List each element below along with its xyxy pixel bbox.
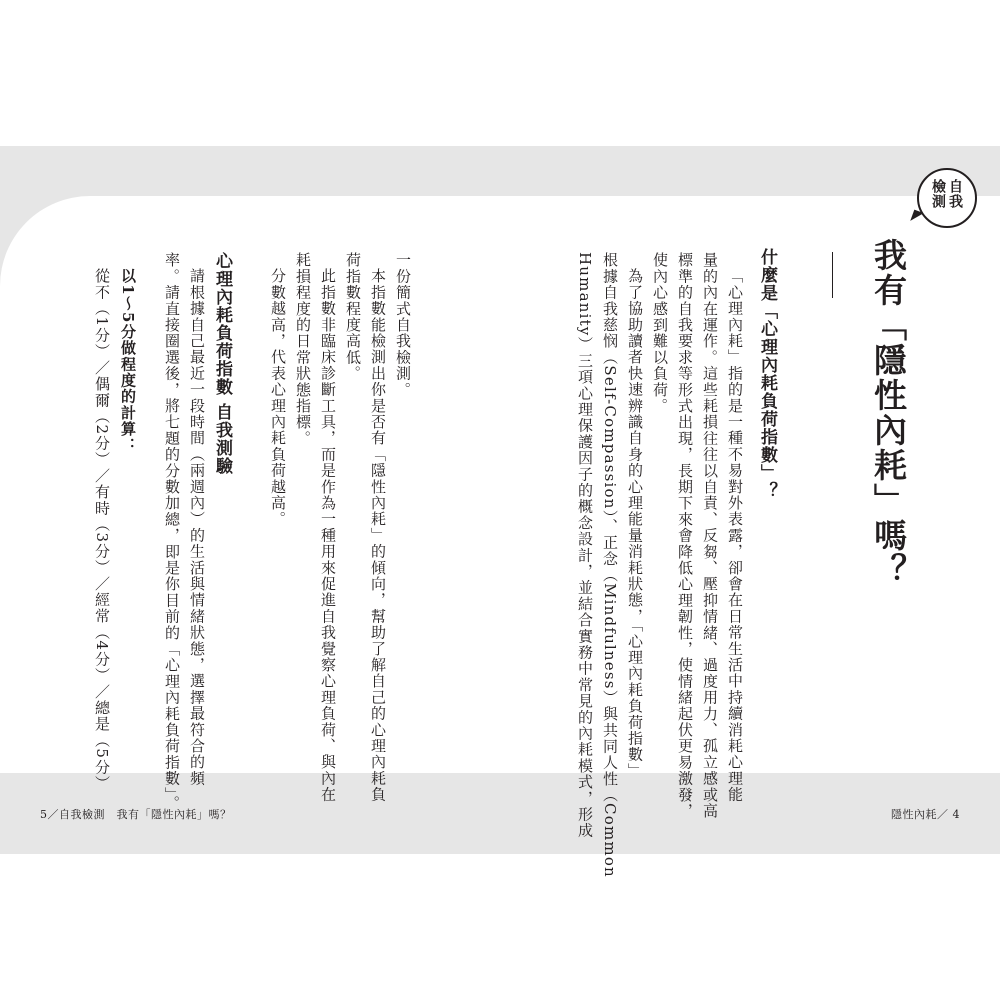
body-line: 「心理內耗」指的是一種不易對外表露，卻會在日常生活中持續消耗心理能 xyxy=(726,268,744,803)
badge-text-2: 檢測 xyxy=(930,179,946,209)
body-line: 率。請直接圈選後，將七題的分數加總，即是你目前的「心理內耗負荷指數」。 xyxy=(163,252,181,812)
body-line: 量的內在運作。這些耗損往往以自責、反芻、壓抑情緒、過度用力、孤立感或高 xyxy=(701,252,719,819)
title-divider xyxy=(832,252,833,298)
self-test-badge xyxy=(917,168,977,228)
page-sheet xyxy=(0,196,1000,773)
body-line: Humanity）三項心理保護因子的概念設計，並結合實務中常見的內耗模式，形成 xyxy=(576,252,594,839)
body-line: 標準的自我要求等形式出現，長期下來會降低心理韌性，使情緒起伏更易激發， xyxy=(676,252,694,819)
page-title: 我有「隱性內耗」嗎？ xyxy=(869,238,908,588)
body-line: 請根據自己最近一段時間（兩週內）的生活與情緒狀態，選擇最符合的頻 xyxy=(188,268,206,787)
badge-text-1: 自我 xyxy=(947,179,963,209)
body-line: 本指數能檢測出你是否有「隱性內耗」的傾向，幫助了解自己的心理內耗負 xyxy=(369,268,387,803)
body-line: 為了協助讀者快速辨識自身的心理能量消耗狀態，「心理內耗負荷指數」 xyxy=(626,268,644,779)
section-heading-self-test: 心理內耗負荷指數 自我測驗 xyxy=(212,252,232,475)
footer-right: 隱性內耗／ 4 xyxy=(891,808,960,821)
body-line: 分數越高，代表心理內耗負荷越高。 xyxy=(269,268,287,528)
section-heading-what-is: 什麼是「心理內耗負荷指數」？ xyxy=(757,248,777,500)
footer-left: 5／自我檢測 我有「隱性內耗」嗎？ xyxy=(40,808,232,821)
body-line: 一份簡式自我檢測。 xyxy=(394,252,412,398)
body-line: 根據自我慈悯（Self-Compassion）、正念（Mindfulness）與共同人性（Common xyxy=(601,252,619,878)
scale-line: 從不（1分）／偶爾（2分）／有時（3分）／經常（4分）／總是（5分） xyxy=(93,268,111,792)
body-line: 荷指數程度高低。 xyxy=(344,252,362,382)
body-line: 使內心感到難以負荷。 xyxy=(651,252,669,414)
body-line: 耗損程度的日常狀態指標。 xyxy=(294,252,312,447)
scale-heading: 以1～5分做程度的計算： xyxy=(119,268,137,454)
body-line: 此指數非臨床診斷工具，而是作為一種用來促進自我覺察心理負荷、與內在 xyxy=(319,268,337,803)
